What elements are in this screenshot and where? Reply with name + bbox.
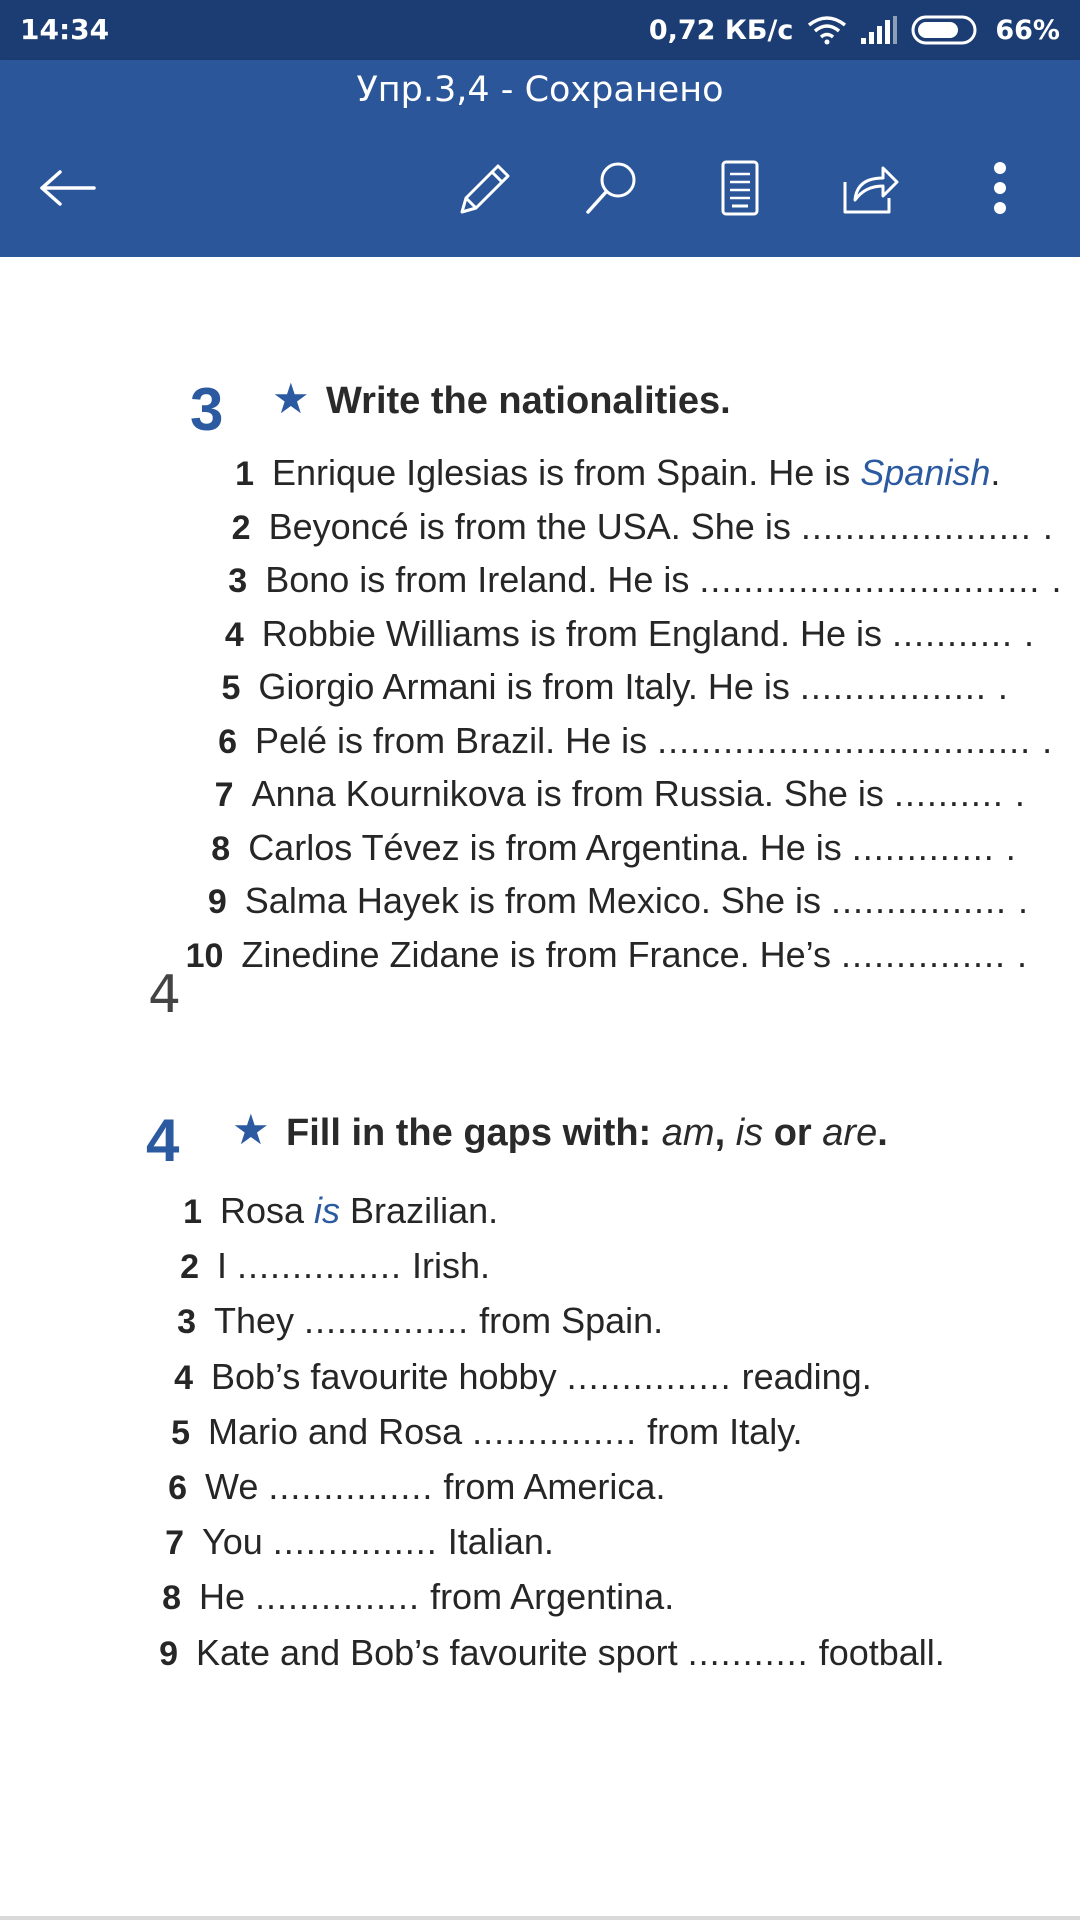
exercise-4-item bbox=[161, 1356, 872, 1406]
sentence: Giorgio Armani is from Italy. He is bbox=[258, 666, 800, 707]
item-number: 4 bbox=[174, 1358, 193, 1397]
item-text bbox=[199, 1576, 674, 1618]
exercise-4-heading bbox=[286, 1114, 888, 1152]
sentence: Pelé is from Brazil. He is bbox=[255, 719, 658, 761]
back-button[interactable] bbox=[32, 152, 104, 224]
sentence-before: Mario and Rosa bbox=[208, 1410, 473, 1452]
heading-prefix: Fill in the gaps with: bbox=[286, 1112, 662, 1154]
exercise-4-item bbox=[170, 1190, 498, 1240]
heading-am: am bbox=[661, 1112, 715, 1154]
exercise-4-item bbox=[167, 1245, 490, 1295]
edit-pencil-icon bbox=[454, 158, 514, 218]
sentence: Enrique Iglesias is from Spain. He is bbox=[272, 452, 861, 493]
heading-is: is bbox=[735, 1112, 764, 1154]
item-text bbox=[255, 720, 1053, 762]
sentence-before: They bbox=[214, 1300, 305, 1342]
item-text bbox=[245, 880, 1029, 922]
sentence: Beyoncé is from the USA. She is bbox=[268, 505, 801, 547]
exercise-3-number: 3 bbox=[190, 376, 224, 443]
item-number: 5 bbox=[171, 1413, 190, 1452]
answer-gap: ............... bbox=[268, 1466, 434, 1507]
app-bar bbox=[0, 60, 1080, 257]
read-mode-icon bbox=[715, 158, 765, 218]
sentence-after: football. bbox=[808, 1631, 945, 1673]
exercise-3-item bbox=[205, 506, 1054, 556]
item-text bbox=[265, 559, 1062, 601]
answer-gap: ............... . bbox=[840, 933, 1029, 975]
item-text bbox=[258, 666, 1009, 708]
exercise-3-star-icon: ★ bbox=[272, 374, 310, 423]
answer-gap: ............................... . bbox=[699, 559, 1063, 600]
answer-gap: ............... bbox=[304, 1300, 470, 1342]
share-button[interactable] bbox=[834, 152, 906, 224]
item-number: 3 bbox=[228, 562, 248, 600]
more-vertical-icon bbox=[990, 160, 1010, 216]
status-bar bbox=[0, 0, 1080, 60]
exercise-4-item bbox=[164, 1300, 663, 1350]
answer-gap: ........... . bbox=[892, 612, 1036, 654]
exercise-4-item bbox=[146, 1632, 945, 1682]
exercise-4-item bbox=[155, 1466, 665, 1516]
item-number: 8 bbox=[211, 829, 231, 868]
sentence-before: We bbox=[205, 1466, 269, 1507]
item-number: 8 bbox=[162, 1579, 181, 1618]
item-number: 6 bbox=[168, 1469, 187, 1507]
answer-gap: ........... bbox=[687, 1631, 809, 1673]
item-text bbox=[252, 773, 1026, 815]
share-icon bbox=[839, 158, 901, 218]
item-number: 10 bbox=[185, 936, 224, 975]
item-number: 9 bbox=[159, 1634, 178, 1673]
sentence: Robbie Williams is from England. He is bbox=[261, 612, 893, 654]
answer-gap: ..................... . bbox=[800, 505, 1054, 547]
sentence-before: Kate and Bob’s favourite sport bbox=[196, 1631, 688, 1673]
exercise-3-item bbox=[177, 934, 1028, 984]
answer-gap: ............... bbox=[472, 1410, 638, 1452]
exercise-3-item bbox=[194, 666, 1009, 716]
sentence: Zinedine Zidane is from France. He’s bbox=[241, 933, 841, 975]
status-time: 14:34 bbox=[20, 13, 110, 46]
sentence-after: Italian. bbox=[437, 1521, 554, 1563]
sentence-before: Rosa bbox=[220, 1190, 315, 1231]
answer-text: is bbox=[314, 1190, 341, 1231]
answer-gap: .......... . bbox=[893, 773, 1026, 814]
network-speed: 0,72 КБ/с bbox=[648, 14, 794, 46]
sentence: Carlos Tévez is from Argentina. He is bbox=[248, 826, 852, 868]
exercise-4-item bbox=[158, 1411, 803, 1461]
item-number: 9 bbox=[207, 883, 227, 921]
sentence-after: reading. bbox=[731, 1355, 872, 1397]
item-text bbox=[208, 1411, 803, 1453]
sentence-before: He bbox=[199, 1576, 256, 1618]
wifi-icon bbox=[807, 15, 847, 45]
exercise-3-heading: Write the nationalities. bbox=[326, 380, 731, 422]
sentence-after: Irish. bbox=[402, 1245, 491, 1287]
item-number: 7 bbox=[165, 1524, 184, 1563]
item-number: 7 bbox=[214, 776, 234, 814]
item-text bbox=[269, 506, 1054, 548]
sentence-before: You bbox=[202, 1521, 273, 1563]
status-indicators bbox=[649, 13, 1060, 47]
sentence-after: Brazilian. bbox=[340, 1190, 499, 1231]
item-text bbox=[205, 1466, 665, 1508]
sentence-end: . bbox=[990, 452, 1001, 493]
document-page[interactable] bbox=[0, 257, 1080, 1920]
exercise-4-item bbox=[149, 1576, 674, 1626]
item-number: 5 bbox=[221, 669, 241, 707]
sentence-after: from Spain. bbox=[469, 1300, 664, 1342]
sentence-after: from Argentina. bbox=[420, 1576, 675, 1618]
item-number: 3 bbox=[177, 1303, 196, 1342]
item-number: 2 bbox=[231, 508, 251, 547]
sentence: Bono is from Ireland. He is bbox=[265, 559, 700, 600]
exercise-3-item bbox=[181, 880, 1029, 930]
exercise-3-item bbox=[198, 613, 1035, 663]
answer-gap: ............... bbox=[566, 1355, 732, 1397]
item-number: 1 bbox=[235, 455, 254, 493]
heading-or: or bbox=[763, 1112, 823, 1154]
answer-gap: ............... bbox=[255, 1576, 421, 1618]
item-number: 2 bbox=[180, 1248, 199, 1287]
search-button[interactable] bbox=[576, 152, 648, 224]
item-text bbox=[196, 1632, 945, 1674]
edit-button[interactable] bbox=[448, 152, 520, 224]
exercise-3-item bbox=[201, 559, 1062, 609]
battery-percent: 66% bbox=[995, 14, 1060, 46]
sentence-after: from America. bbox=[433, 1466, 666, 1507]
search-icon bbox=[582, 158, 642, 218]
item-text bbox=[220, 1190, 498, 1232]
exercise-4-number: 4 bbox=[146, 1107, 180, 1174]
sentence: Salma Hayek is from Mexico. She is bbox=[244, 880, 831, 921]
item-text bbox=[202, 1521, 554, 1563]
sentence-after: from Italy. bbox=[637, 1410, 803, 1452]
item-text bbox=[217, 1245, 490, 1287]
item-number: 1 bbox=[183, 1193, 202, 1231]
answer-gap: ............... bbox=[272, 1521, 438, 1563]
exercise-3-item bbox=[184, 827, 1017, 877]
item-number: 4 bbox=[224, 615, 244, 654]
exercise-4-star-icon: ★ bbox=[232, 1105, 270, 1154]
item-text bbox=[248, 827, 1017, 869]
answer-gap: ................ . bbox=[830, 880, 1030, 921]
item-text bbox=[272, 452, 1000, 494]
document-title: Упр.3,4 - Сохранено bbox=[356, 70, 724, 110]
heading-comma: , bbox=[714, 1112, 736, 1154]
sentence: Anna Kournikova is from Russia. She is bbox=[251, 773, 894, 814]
sentence-before: I bbox=[217, 1245, 238, 1287]
stray-mark: 4 bbox=[148, 965, 182, 1025]
exercise-3-item bbox=[188, 773, 1026, 823]
answer-gap: ............. . bbox=[851, 826, 1017, 868]
heading-are: are bbox=[822, 1112, 878, 1154]
exercise-3-item bbox=[208, 452, 1000, 502]
exercise-3-item bbox=[191, 720, 1053, 770]
item-text bbox=[214, 1300, 663, 1342]
heading-end: . bbox=[877, 1112, 888, 1154]
read-mode-button[interactable] bbox=[704, 152, 776, 224]
signal-icon bbox=[861, 16, 897, 44]
battery-icon bbox=[911, 15, 981, 45]
back-arrow-icon bbox=[38, 168, 98, 208]
item-text bbox=[241, 934, 1028, 976]
exercise-4-item bbox=[152, 1521, 554, 1571]
answer-text: Spanish bbox=[860, 452, 991, 493]
more-options-button[interactable] bbox=[964, 152, 1036, 224]
answer-gap: ............... bbox=[237, 1245, 403, 1287]
answer-gap: ................. . bbox=[799, 666, 1009, 707]
page-bottom-divider bbox=[0, 1916, 1080, 1920]
item-text bbox=[262, 613, 1035, 655]
item-number: 6 bbox=[218, 722, 237, 761]
answer-gap: .................................. . bbox=[657, 719, 1054, 761]
sentence-before: Bob’s favourite hobby bbox=[211, 1355, 567, 1397]
item-text bbox=[211, 1356, 872, 1398]
